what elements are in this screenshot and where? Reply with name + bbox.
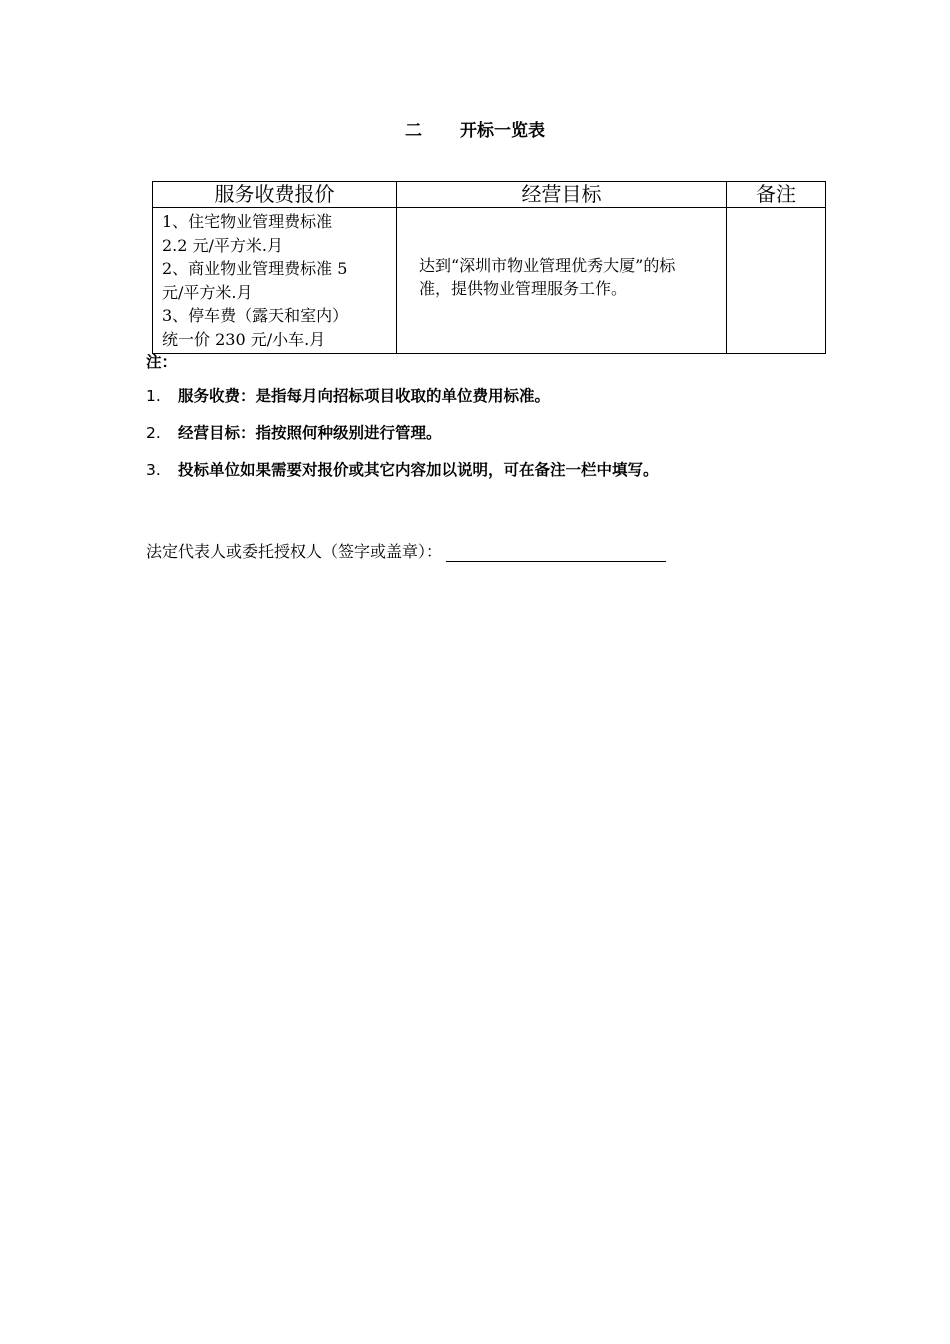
price-line: 2.2 元/平方米.月 — [162, 235, 284, 255]
note-text: 经营目标：指按照何种级别进行管理。 — [178, 424, 442, 442]
price-line: 1、住宅物业管理费标准 — [162, 212, 333, 231]
note-number: 2. — [146, 424, 161, 442]
header-price: 服务收费报价 — [153, 182, 397, 208]
note-text: 服务收费：是指每月向招标项目收取的单位费用标准。 — [178, 387, 551, 405]
note-item — [146, 421, 659, 443]
page-title — [0, 116, 950, 141]
table-row — [153, 208, 826, 354]
note-number: 3. — [146, 461, 161, 479]
bid-summary-table — [152, 181, 826, 354]
note-number: 1. — [146, 387, 161, 405]
header-note: 备注 — [727, 182, 826, 208]
header-goal: 经营目标 — [397, 182, 727, 208]
notes-section — [146, 350, 659, 495]
table-header-row — [153, 182, 826, 208]
title-number: 二 — [405, 121, 422, 141]
price-cell — [153, 208, 397, 354]
goal-cell: 达到“深圳市物业管理优秀大厦”的标准，提供物业管理服务工作。 — [397, 208, 727, 354]
title-text: 开标一览表 — [460, 121, 545, 141]
note-cell — [727, 208, 826, 354]
note-item — [146, 458, 659, 480]
note-text: 投标单位如果需要对报价或其它内容加以说明，可在备注一栏中填写。 — [178, 461, 659, 479]
price-line: 2、商业物业管理费标准 5 — [162, 259, 348, 278]
price-line: 3、停车费（露天和室内） — [162, 306, 349, 325]
price-line: 统一价 230 元/小车.月 — [162, 329, 326, 349]
signature-blank[interactable] — [446, 543, 666, 562]
price-line: 元/平方米.月 — [162, 282, 253, 302]
notes-heading: 注： — [146, 353, 178, 371]
signature-line — [146, 539, 666, 562]
signature-label: 法定代表人或委托授权人（签字或盖章）： — [146, 542, 443, 561]
note-item — [146, 384, 659, 406]
